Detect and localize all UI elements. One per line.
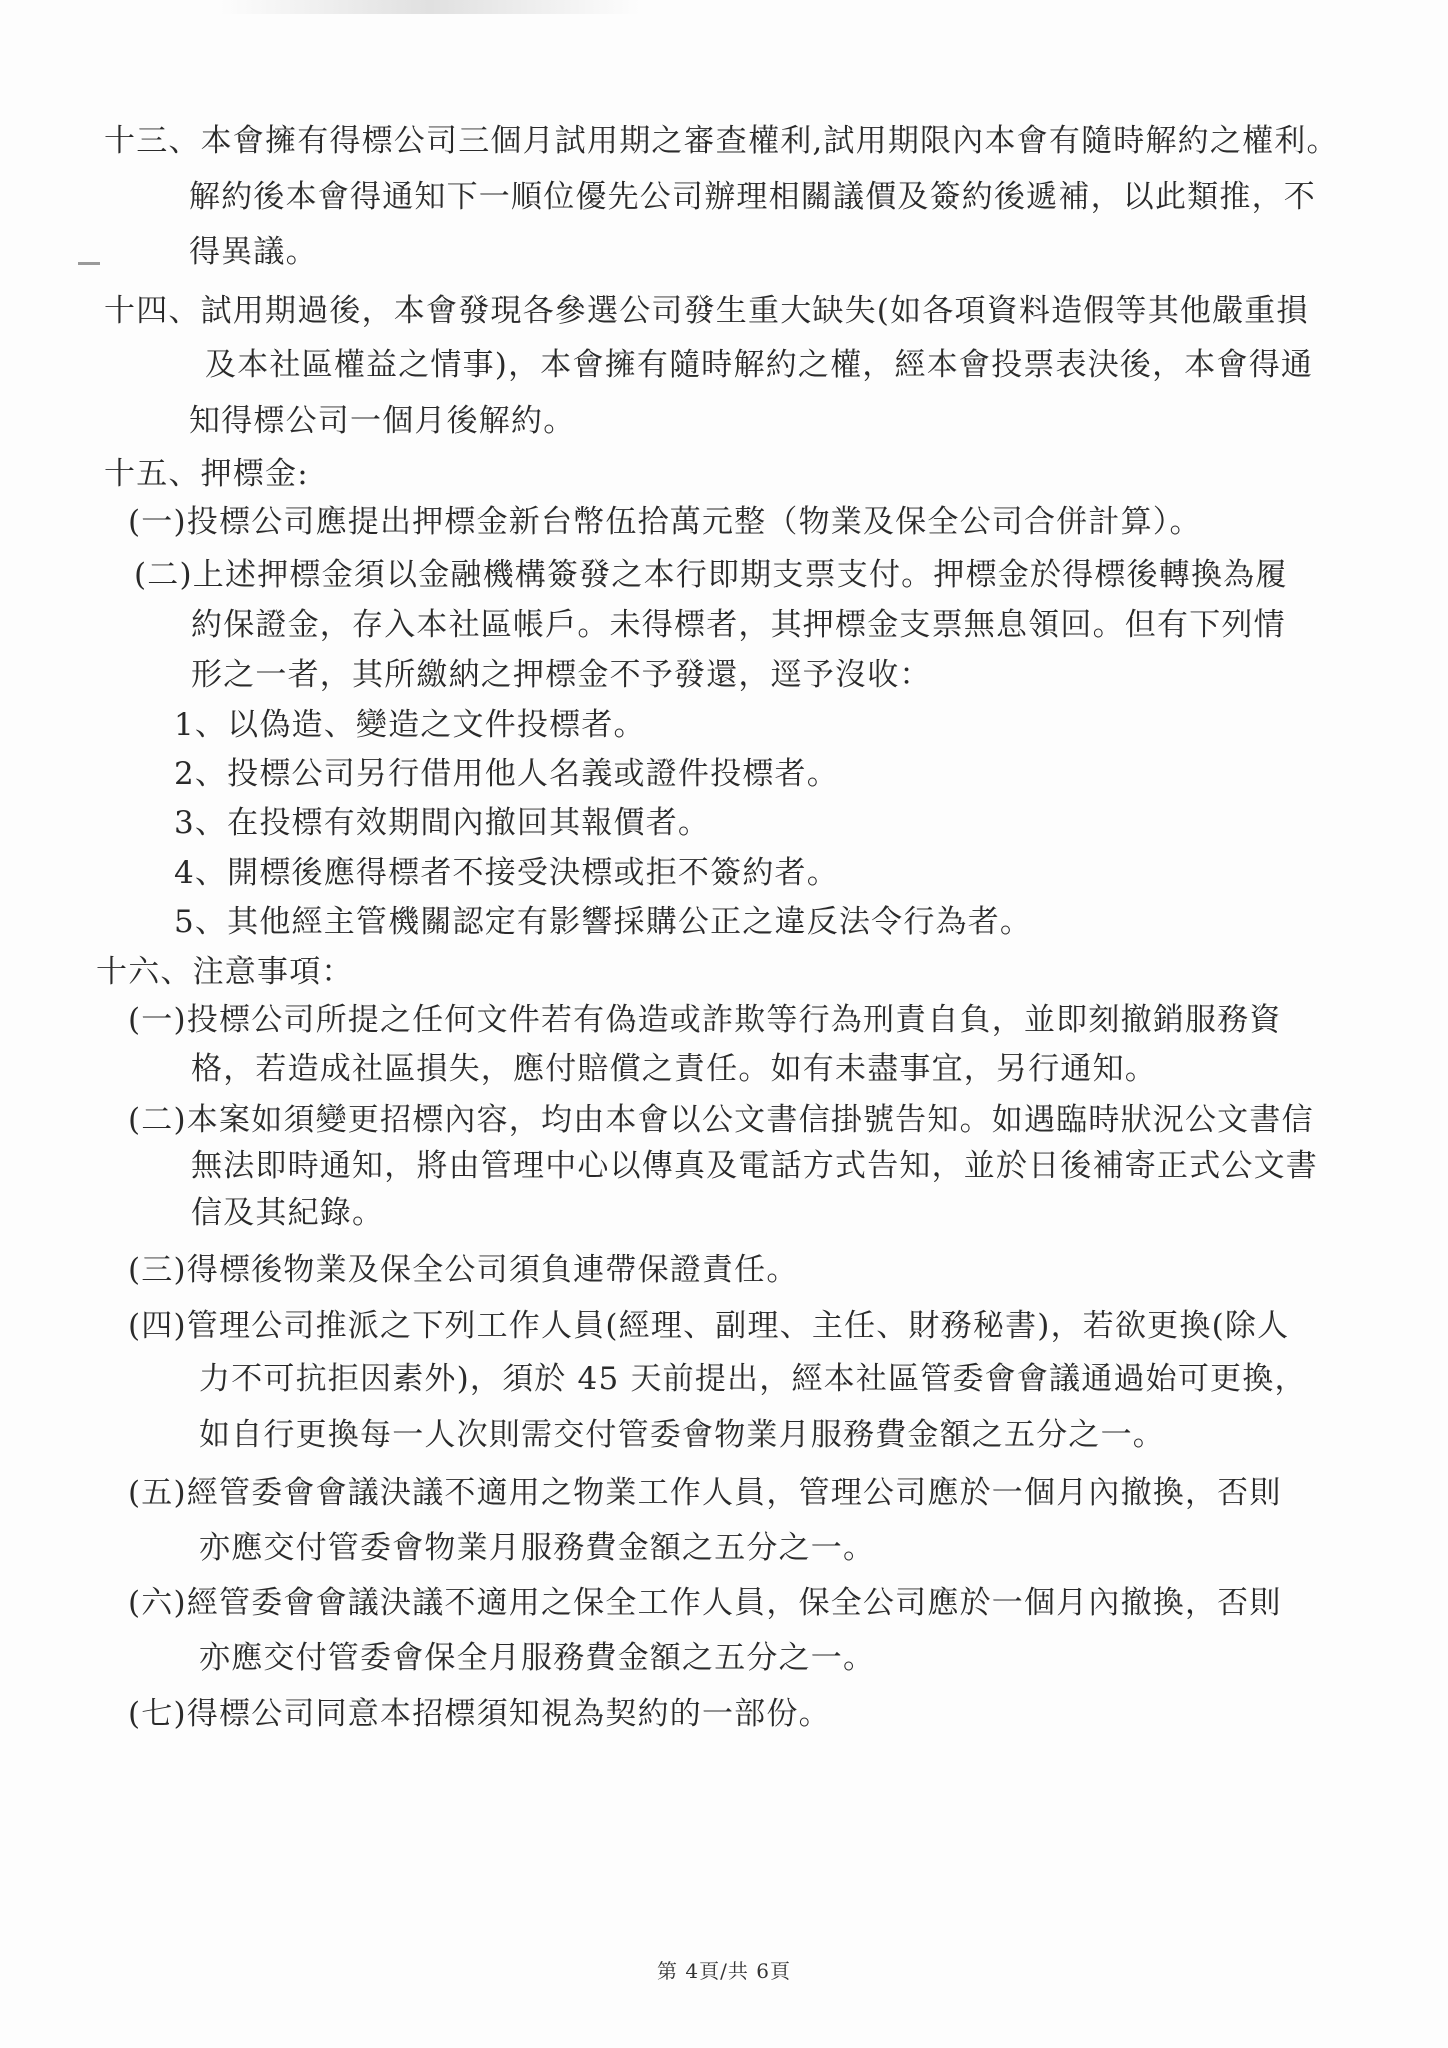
section-16-para-1-line-2: 格，若造成社區損失，應付賠償之責任。如有未盡事宜，另行通知。 xyxy=(191,1051,1157,1087)
section-16-para-2-line-3: 信及其紀錄。 xyxy=(191,1195,385,1231)
section-15-item: 1、以偽造、變造之文件投標者。 xyxy=(174,707,646,743)
section-14-line-1: 十四、試用期過後，本會發現各參選公司發生重大缺失(如各項資料造假等其他嚴重損 xyxy=(104,293,1309,329)
scan-artifact xyxy=(220,0,640,14)
section-14-line-3: 知得標公司一個月後解約。 xyxy=(189,403,576,439)
section-16-para-6-line-1: (六)經管委會會議決議不適用之保全工作人員，保全公司應於一個月內撤換，否則 xyxy=(128,1585,1282,1621)
page-number: 第 4頁/共 6頁 xyxy=(657,1959,791,1983)
section-16-para-4-line-2: 力不可抗拒因素外)，須於 45 天前提出，經本社區管委會會議通過始可更換， xyxy=(199,1361,1307,1397)
section-16-para-5-line-2: 亦應交付管委會物業月服務費金額之五分之一。 xyxy=(199,1530,876,1566)
section-14-line-2: 及本社區權益之情事)，本會擁有隨時解約之權，經本會投票表決後，本會得通 xyxy=(205,347,1314,383)
section-16-para-2-line-1: (二)本案如須變更招標內容，均由本會以公文書信掛號告知。如遇臨時狀況公文書信 xyxy=(128,1102,1314,1138)
section-16-para-4-line-3: 如自行更換每一人次則需交付管委會物業月服務費金額之五分之一。 xyxy=(199,1417,1165,1453)
section-15-para-2-line-2: 約保證金，存入本社區帳戶。未得標者，其押標金支票無息領回。但有下列情 xyxy=(191,607,1286,643)
section-13-line-2: 解約後本會得通知下一順位優先公司辦理相關議價及簽約後遞補，以此類推，不 xyxy=(189,179,1316,215)
section-15-item: 4、開標後應得標者不接受決標或拒不簽約者。 xyxy=(174,855,839,891)
section-15-item: 3、在投標有效期間內撤回其報價者。 xyxy=(174,805,711,841)
section-16-para-2-line-2: 無法即時通知，將由管理中心以傳真及電話方式告知，並於日後補寄正式公文書 xyxy=(191,1148,1318,1184)
section-16-para-7: (七)得標公司同意本招標須知視為契約的一部份。 xyxy=(128,1696,831,1732)
section-13-line-1: 十三、本會擁有得標公司三個月試用期之審查權利,試用期限內本會有隨時解約之權利。 xyxy=(104,123,1339,159)
section-16-para-5-line-1: (五)經管委會會議決議不適用之物業工作人員，管理公司應於一個月內撤換，否則 xyxy=(128,1475,1282,1511)
section-15-item: 5、其他經主管機關認定有影響採購公正之違反法令行為者。 xyxy=(174,904,1033,940)
section-15-item: 2、投標公司另行借用他人名義或證件投標者。 xyxy=(174,756,839,792)
section-15-para-2-line-3: 形之一者，其所繳納之押標金不予發還，逕予沒收： xyxy=(191,657,932,693)
section-16-heading: 十六、注意事項： xyxy=(96,954,354,990)
section-15-heading: 十五、押標金: xyxy=(104,456,309,492)
section-15-para-2-line-1: (二)上述押標金須以金融機構簽發之本行即期支票支付。押標金於得標後轉換為履 xyxy=(134,557,1288,593)
section-16-para-3: (三)得標後物業及保全公司須負連帶保證責任。 xyxy=(128,1252,799,1288)
section-13-line-3: 得異議。 xyxy=(189,234,318,270)
scan-artifact xyxy=(78,262,100,265)
section-16-para-6-line-2: 亦應交付管委會保全月服務費金額之五分之一。 xyxy=(199,1640,876,1676)
section-16-para-1-line-1: (一)投標公司所提之任何文件若有偽造或詐欺等行為刑責自負，並即刻撤銷服務資 xyxy=(128,1002,1282,1038)
section-15-para-1: (一)投標公司應提出押標金新台幣伍拾萬元整（物業及保全公司合併計算）。 xyxy=(128,504,1202,540)
section-16-para-4-line-1: (四)管理公司推派之下列工作人員(經理、副理、主任、財務秘書)，若欲更換(除人 xyxy=(128,1308,1290,1344)
